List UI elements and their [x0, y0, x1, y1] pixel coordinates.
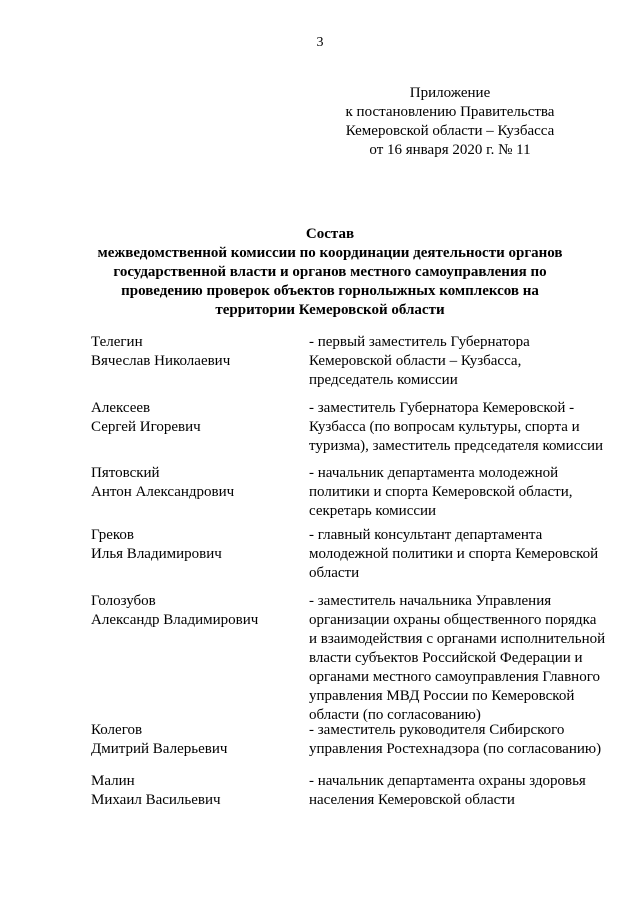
- member-surname: Колегов: [91, 722, 143, 738]
- role-line: - заместитель Губернатора Кемеровской -: [309, 400, 575, 416]
- member-surname: Пятовский: [91, 465, 160, 481]
- member-given-names: Илья Владимирович: [91, 546, 222, 562]
- role-line: - начальник департамента молодежной: [309, 465, 559, 481]
- document-title: [80, 225, 580, 320]
- member-role: [309, 464, 621, 521]
- member-surname: Греков: [91, 527, 134, 543]
- appendix-line: Кемеровской области – Кузбасса: [345, 123, 555, 139]
- member-given-names: Михаил Васильевич: [91, 792, 221, 808]
- title-line: Состав: [305, 226, 355, 242]
- role-line: управления МВД России по Кемеровской: [309, 688, 575, 704]
- member-role: [309, 333, 621, 390]
- role-line: председатель комиссии: [309, 372, 458, 388]
- member-surname: Телегин: [91, 334, 143, 350]
- member-surname: Малин: [91, 773, 135, 789]
- role-line: - начальник департамента охраны здоровья: [309, 773, 586, 789]
- member-name: [91, 526, 301, 564]
- appendix-line: от 16 января 2020 г. № 11: [369, 142, 531, 158]
- title-line: государственной власти и органов местного самоуправления по: [113, 264, 547, 280]
- role-line: Кемеровской области – Кузбасса,: [309, 353, 522, 369]
- member-given-names: Вячеслав Николаевич: [91, 353, 231, 369]
- commission-members-list: [91, 333, 621, 812]
- role-line: органами местного самоуправления Главного: [309, 669, 600, 685]
- member-name: [91, 592, 301, 630]
- role-line: молодежной политики и спорта Кемеровской: [309, 546, 599, 562]
- appendix-header: [340, 84, 560, 160]
- title-line: территории Кемеровской области: [215, 302, 445, 318]
- role-line: населения Кемеровской области: [309, 792, 515, 808]
- role-line: туризма), заместитель председателя комиссии: [309, 438, 604, 454]
- role-line: секретарь комиссии: [309, 503, 437, 519]
- role-line: Кузбасса (по вопросам культуры, спорта и: [309, 419, 580, 435]
- member-entry: [91, 772, 621, 812]
- member-name: [91, 721, 301, 759]
- member-name: [91, 333, 301, 371]
- member-given-names: Александр Владимирович: [91, 612, 259, 628]
- role-line: политики и спорта Кемеровской области,: [309, 484, 573, 500]
- member-surname: Алексеев: [91, 400, 151, 416]
- member-name: [91, 772, 301, 810]
- member-role: [309, 772, 621, 810]
- appendix-line: Приложение: [409, 85, 491, 101]
- member-entry: [91, 464, 621, 526]
- role-line: области (по согласованию): [309, 707, 481, 723]
- member-role: [309, 526, 621, 583]
- title-line: межведомственной комиссии по координации деятельности органов: [97, 245, 563, 261]
- appendix-line: к постановлению Правительства: [345, 104, 555, 120]
- member-entry: [91, 399, 621, 464]
- page-number: 3: [316, 35, 324, 50]
- member-name: [91, 464, 301, 502]
- member-entry: [91, 721, 621, 772]
- role-line: - первый заместитель Губернатора: [309, 334, 530, 350]
- role-line: области: [309, 565, 360, 581]
- role-line: управления Ростехнадзора (по согласованию): [309, 741, 602, 757]
- role-line: - заместитель руководителя Сибирского: [309, 722, 565, 738]
- role-line: и взаимодействия с органами исполнительной: [309, 631, 606, 647]
- title-line: проведению проверок объектов горнолыжных комплексов на: [121, 283, 539, 299]
- role-line: - заместитель начальника Управления: [309, 593, 552, 609]
- member-entry: [91, 592, 621, 721]
- member-given-names: Дмитрий Валерьевич: [91, 741, 228, 757]
- role-line: - главный консультант департамента: [309, 527, 543, 543]
- member-name: [91, 399, 301, 437]
- role-line: организации охраны общественного порядка: [309, 612, 597, 628]
- member-surname: Голозубов: [91, 593, 156, 609]
- member-given-names: Антон Александрович: [91, 484, 235, 500]
- member-entry: [91, 526, 621, 592]
- member-role: [309, 592, 621, 725]
- member-entry: [91, 333, 621, 399]
- role-line: власти субъектов Российской Федерации и: [309, 650, 583, 666]
- member-role: [309, 721, 621, 759]
- member-role: [309, 399, 621, 456]
- member-given-names: Сергей Игоревич: [91, 419, 201, 435]
